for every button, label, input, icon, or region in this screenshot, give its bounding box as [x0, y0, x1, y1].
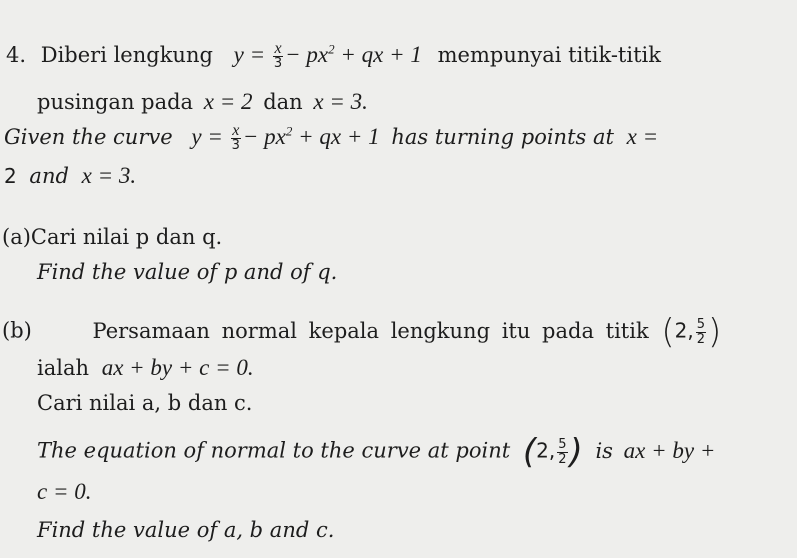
- part-a-malay: Cari nilai p dan q.: [30, 225, 223, 249]
- curve-tail: + qx + 1: [298, 123, 380, 149]
- curve-tail: + qx + 1: [340, 41, 422, 67]
- part-b-label: (b): [2, 318, 32, 343]
- curve-fraction: [231, 124, 241, 153]
- curve-lhs: y: [191, 123, 202, 149]
- part-a-english-line: [37, 262, 337, 283]
- point-coordinate: [522, 432, 583, 472]
- part-b-ialah-line: [37, 356, 254, 379]
- curve-term: − px: [242, 123, 286, 149]
- part-a-english: Find the value of p and of q.: [37, 260, 338, 284]
- curve-term: − px: [285, 41, 329, 67]
- point-denominator: 2: [696, 331, 706, 347]
- point-fraction: [696, 318, 706, 347]
- part-b-find-malay-line: [37, 393, 252, 414]
- curve-exponent: 2: [328, 41, 335, 57]
- normal-equation: ax + by + c = 0.: [101, 355, 254, 380]
- part-b-english-line: [37, 432, 716, 472]
- english-line2-math: x = 3.: [81, 163, 137, 188]
- normal-equation-part2: c = 0.: [37, 479, 92, 504]
- fraction-denominator: 3: [273, 56, 283, 71]
- part-b-english: The equation of normal to the curve at point: [37, 438, 511, 463]
- normal-equation-part1: ax + by +: [623, 437, 716, 463]
- close-paren: ): [708, 312, 722, 352]
- part-a-label: (a): [2, 225, 31, 249]
- malay-intro-end: mempunyai titik-titik: [437, 42, 661, 67]
- part-b-ialah: ialah: [37, 356, 89, 380]
- curve-fraction: [273, 42, 283, 71]
- point-numerator: 5: [558, 436, 567, 452]
- question-number: 4.: [6, 42, 27, 67]
- part-b-find-english: Find the value of a, b and c.: [37, 518, 335, 542]
- english-intro-end: has turning points at: [391, 124, 614, 149]
- part-a-malay-line: [2, 227, 222, 248]
- open-paren: (: [661, 312, 675, 352]
- point-denominator: 2: [558, 451, 567, 467]
- close-paren: ): [569, 432, 583, 472]
- part-b-malay-line: [2, 312, 722, 352]
- point-x: 2,: [674, 318, 694, 343]
- english-x-eq: x =: [626, 123, 659, 149]
- point-fraction: [557, 438, 567, 467]
- malay-line2: pusingan pada: [37, 90, 194, 114]
- curve-exponent: 2: [285, 123, 293, 139]
- english-line-1: [4, 124, 658, 153]
- point-x: 2,: [536, 438, 556, 463]
- fraction-denominator: 3: [231, 138, 240, 153]
- point-coordinate: [661, 312, 722, 352]
- english-line2-and: and: [29, 164, 69, 188]
- english-intro: Given the curve: [4, 124, 173, 149]
- part-b-malay: Persamaan normal kepala lengkung itu pada titik: [92, 318, 649, 343]
- open-paren: (: [522, 432, 537, 472]
- part-b-english-is: is: [595, 438, 613, 463]
- malay-line2-dan: dan: [263, 90, 303, 114]
- point-numerator: 5: [696, 316, 706, 332]
- malay-line2-math2: x = 3.: [313, 89, 368, 114]
- curve-equation: y = $\frac{x}{3}$ − $px^2$ + qx + 1: [233, 40, 422, 71]
- question-line-1: [6, 42, 661, 71]
- fraction-numerator: x: [232, 122, 240, 139]
- part-b-find-malay: Cari nilai a, b dan c.: [37, 391, 253, 415]
- curve-equation-english: y = $\frac{x}{3}$ − $px^2$ + qx + 1: [191, 122, 380, 153]
- malay-line2-math1: x = 2: [203, 89, 253, 114]
- curve-lhs: y: [233, 41, 244, 67]
- english-line-2: [4, 164, 136, 187]
- question-line-2: [37, 90, 368, 113]
- normal-eq-cont-line: [37, 480, 91, 503]
- fraction-numerator: x: [274, 40, 282, 57]
- malay-intro: Diberi lengkung: [40, 42, 213, 67]
- english-line2-num: 2: [4, 164, 17, 188]
- part-b-find-english-line: [37, 520, 334, 541]
